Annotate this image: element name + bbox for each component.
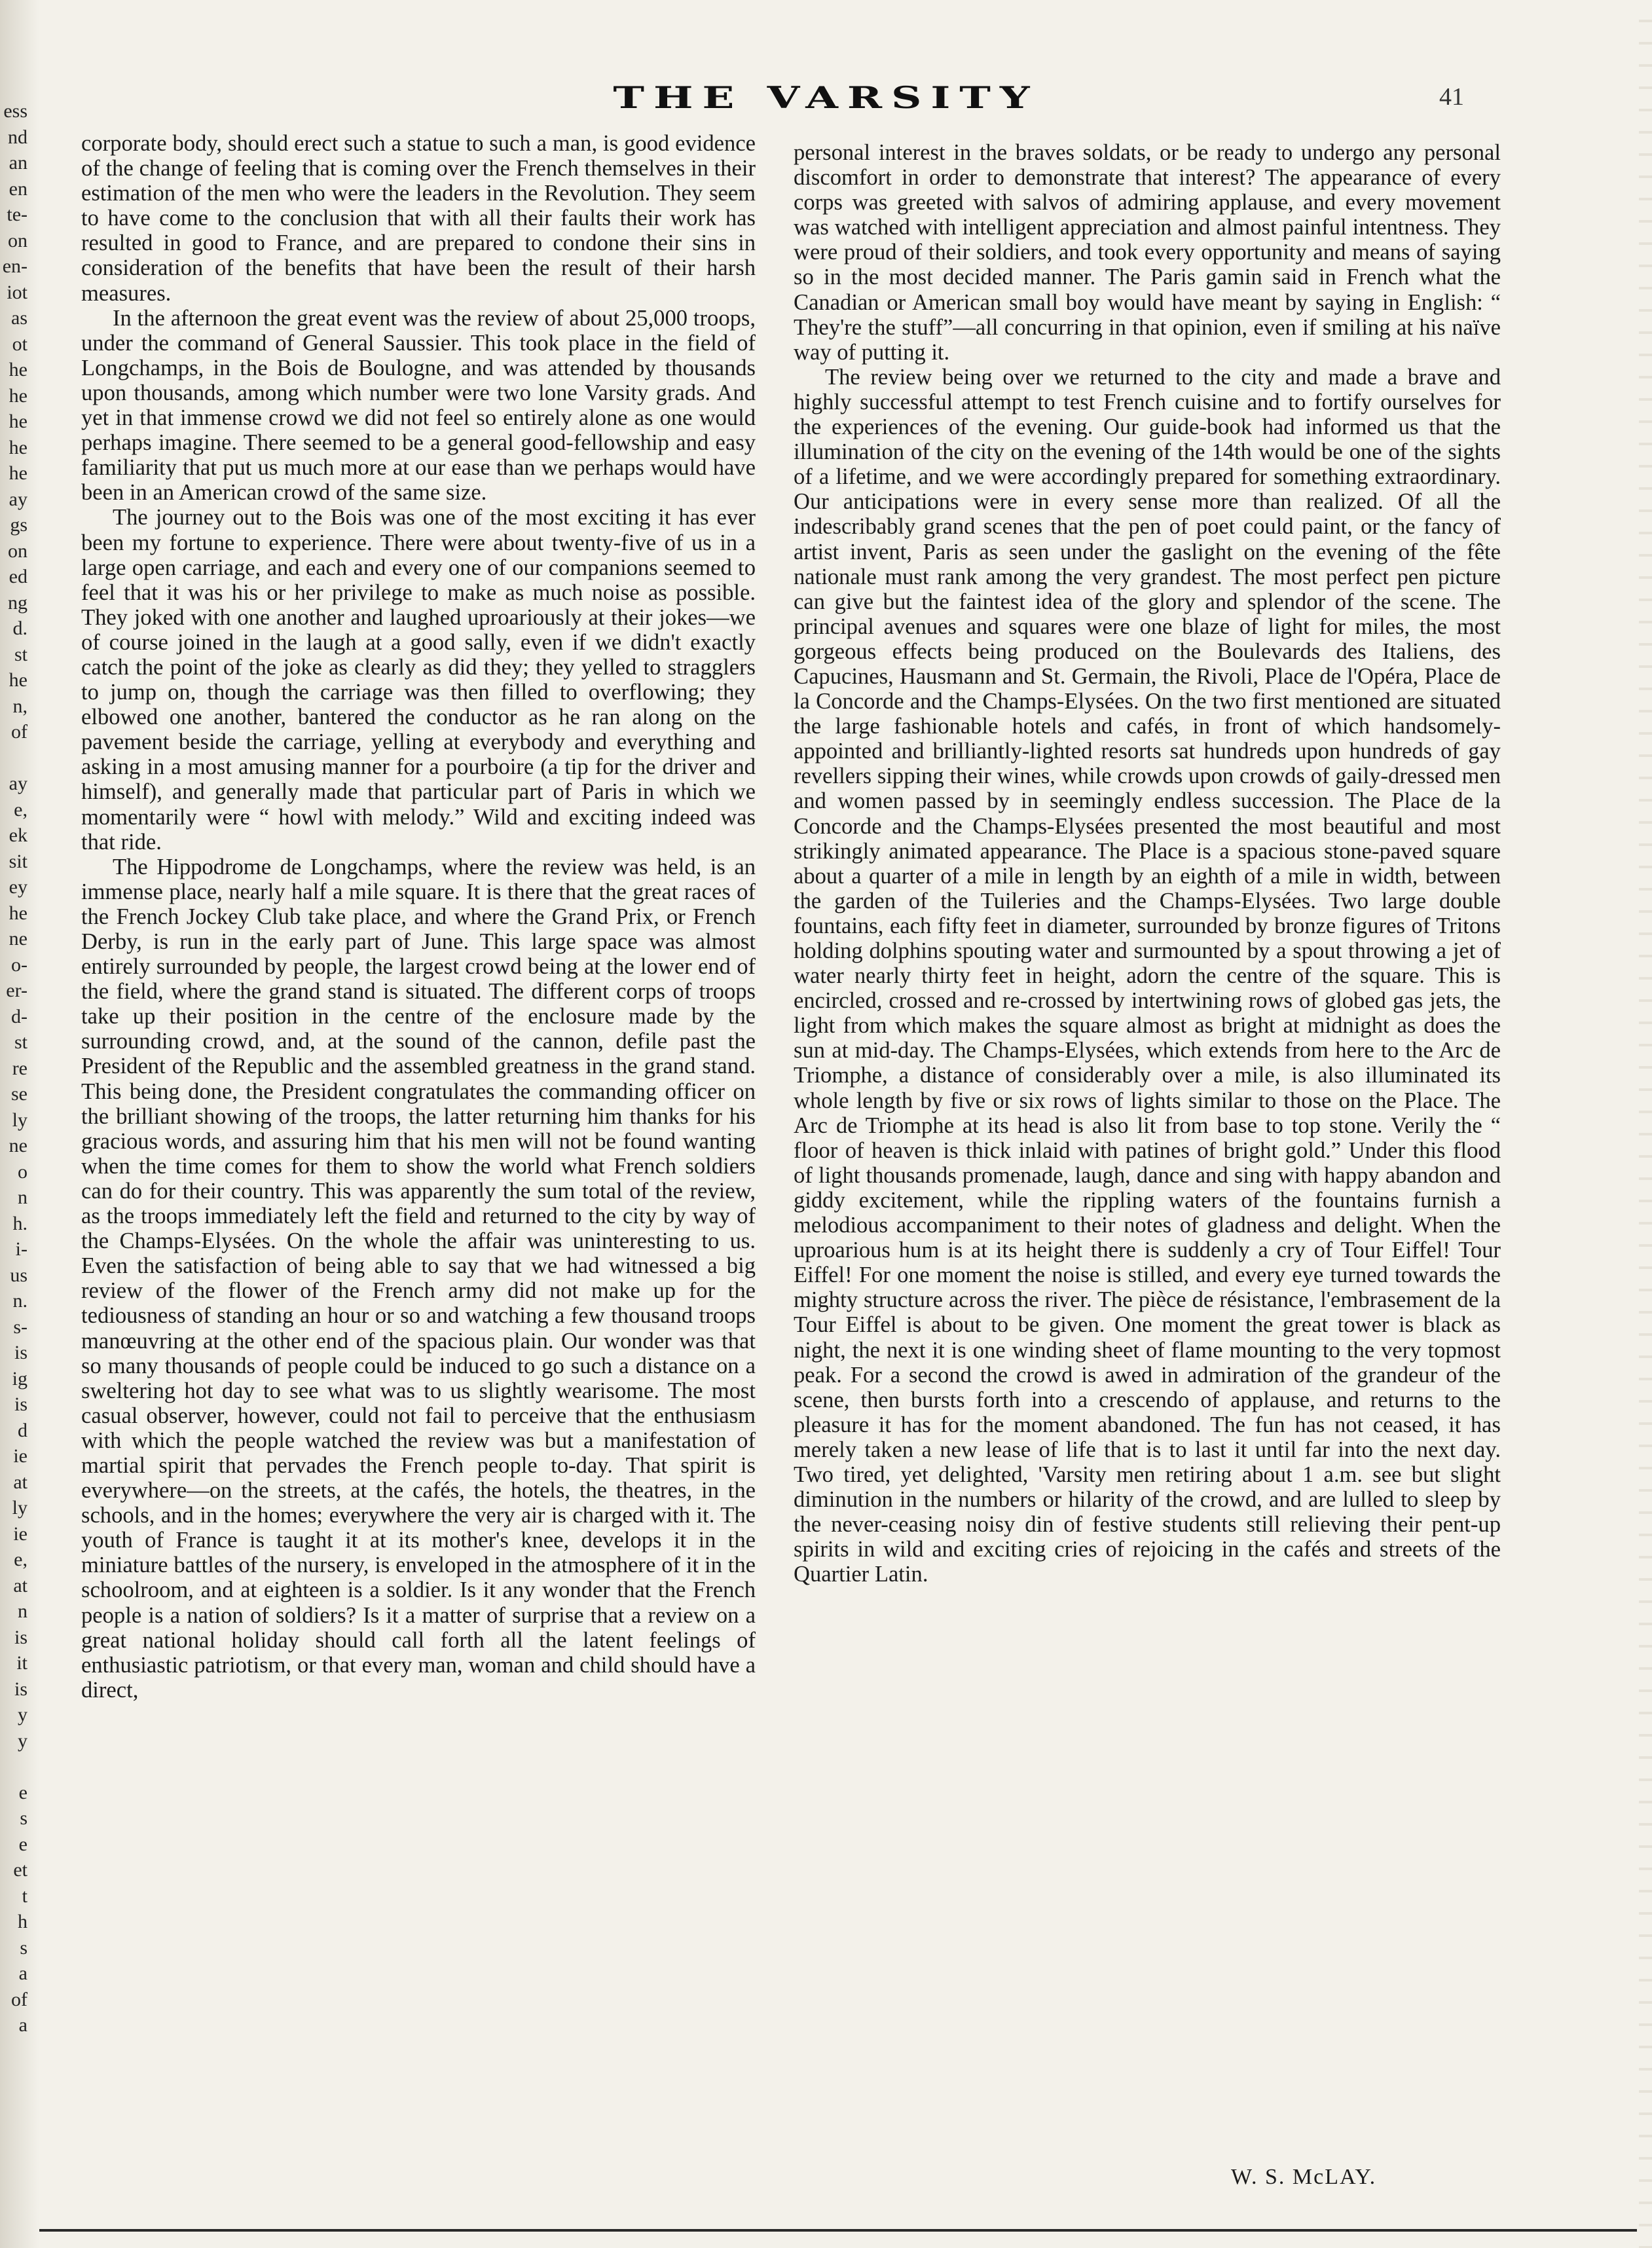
gutter-fragment: en <box>9 177 28 200</box>
gutter-fragment: s <box>20 1807 28 1829</box>
gutter-fragment: ay <box>9 773 28 794</box>
paragraph: In the afternoon the great event was the review of about 25,000 troops, under the command of General Saussier. This took place in the field of Longchamps, in the Bois de Boulogne, and was attended by thousands upon thousands, among which number were two lone Varsity grads. And yet in that immense crowd we did not feel so entirely alone as one would perhaps imagine. There seemed to be a general good-fellowship and easy familiarity that put us much more at our ease than we perhaps would have been in an American crowd of the same size. <box>81 305 756 506</box>
gutter-fragment: he <box>9 902 28 924</box>
gutter-fragment: is <box>14 1626 28 1648</box>
gutter-fragment: is <box>14 1678 28 1700</box>
gutter-fragment: ek <box>9 824 28 846</box>
gutter-fragment: se <box>11 1083 28 1105</box>
gutter-fragment: d <box>18 1419 28 1441</box>
gutter-fragment: er- <box>6 980 28 1001</box>
gutter-fragment: ot <box>12 333 28 355</box>
paragraph: corporate body, should erect such a statue to such a man, is good evidence of the change of feeling that is coming over the French themselves in their estimation of the men who were the leaders in the Revolution. They seem to have come to the conclusion that with all their faults their work has resulted in good to France, and are prepared to condone their sins in consideration of the benefits that have been the result of their harsh measures. <box>81 131 756 306</box>
gutter-fragment: e, <box>14 1549 28 1570</box>
gutter-fragment: ey <box>9 876 28 898</box>
paragraph: The Hippodrome de Longchamps, where the review was held, is an immense place, nearly half a mile square. It is there that the great races of the French Jockey Club take place, and where the Grand Prix, or French Derby, is run in the early part of June. This large space was almost entirely surrounded by people, the largest crowd being at the lower end of the field, where the grand stand is situated. The different corps of troops take up their position in the centre of the enclosure made by the surrounding crowd, and, at the sound of the cannon, defile past the President of the Republic and the assembled greatness in the grand stand. This being done, the President congratulates the commanding officer on the brilliant showing of the troops, the latter returning him thanks for his gracious words, and assuring him that his men will not be found wanting when the time comes for them to show the world what French soldiers can do for their country. This was apparently the sum total of the review, as the troops immediately left the field and returned to the city by way of the Champs-Elysées. On the whole the affair was uninteresting to us. Even the satisfaction of being able to say that we had witnessed a big review of the flower of the French army did not make up for the tediousness of standing an hour or so and watching a few thousand troops manœuvring at the other end of the spacious plain. Our wonder was that so many thousands of people could be induced to go such a distance on a sweltering hot day to see what was to us slightly wearisome. The most casual observer, however, could not fail to perceive that the enthusiasm with which the people watched the review was but a manifestation of martial spirit that pervades the French people to-day. That spirit is everywhere—on the streets, at the cafés, the hotels, the theatres, in the schools, and in the homes; everywhere the very air is charged with it. The youth of France is taught it at its mother's knee, develops it in the miniature battles of the nursery, is enveloped in the atmosphere of it in the schoolroom, and at eighteen is a soldier. Is it any wonder that the French people is a nation of soldiers? Is it a matter of surprise that a review on a great national holiday should call forth all the latent feelings of enthusiastic patriotism, or that every man, woman and child should have a direct, <box>81 854 756 1703</box>
bottom-rule <box>39 2229 1637 2232</box>
gutter-fragment: e, <box>14 798 28 820</box>
gutter-fragment: an <box>9 152 28 174</box>
paragraph: The journey out to the Bois was one of the most exciting it has ever been my fortune to experience. There were about twenty-five of us in a large open carriage, and each and every one of our companions seemed to feel that it was his or her privilege to make as much noise as possible. They joked with one another and laughed uproariously at their jokes—we of course joined in the laugh at a good sally, even if we didn't exactly catch the point of the joke as clearly as did they; they yelled to stragglers to jump on, though the carriage was then filled to overflowing; they elbowed one another, bantered the conductor as he ran along on the pavement beside the carriage, yelling at everybody and everything and asking in a most amusing manner for a pourboire (a tip for the driver and himself), and generally made that particular part of Paris in which we momentarily were “ howl with melody.” Wild and exciting indeed was that ride. <box>81 505 756 855</box>
gutter-fragment: y <box>18 1704 28 1725</box>
gutter-fragment: as <box>11 307 28 329</box>
gutter-fragment: a <box>18 1962 28 1984</box>
gutter-fragment: us <box>10 1264 28 1286</box>
gutter-fragment <box>0 1754 28 1780</box>
gutter-fragment: ne <box>9 1135 28 1156</box>
facing-page-gutter-text <box>0 98 28 2038</box>
gutter-fragment: o- <box>11 953 28 976</box>
gutter-fragment: n <box>18 1187 28 1208</box>
gutter-fragment: he <box>9 462 28 484</box>
gutter-fragment: ly <box>12 1497 28 1519</box>
gutter-fragment: s- <box>13 1316 28 1338</box>
gutter-fragment: is <box>14 1342 28 1363</box>
gutter-fragment: is <box>14 1393 28 1415</box>
gutter-fragment: d. <box>12 617 28 639</box>
gutter-fragment: ly <box>12 1109 28 1131</box>
gutter-fragment: st <box>14 1031 28 1053</box>
gutter-fragment: y <box>18 1729 28 1752</box>
left-column <box>81 131 756 1703</box>
author-signature: W. S. McLAY. <box>1231 2165 1377 2189</box>
page-edge-right <box>1639 0 1652 2248</box>
gutter-fragment <box>0 745 28 771</box>
gutter-fragment: sit <box>9 850 28 872</box>
paragraph: The review being over we returned to the city and made a brave and highly successful attempt to test French cuisine and to fortify ourselves for the experiences of the evening. Our guide-book had informed us that the illumination of the city on the evening of the 14th would be one of the sights of a lifetime, and we were accordingly prepared for something extraordinary. Our anticipations were in every sense more than realized. Of all the indescribably grand scenes that the pen of poet could paint, or the fancy of artist invent, Paris as seen under the gaslight on the evening of the fête nationale must rank among the very grandest. The most perfect pen picture can give but the faintest idea of the glory and splendor of the scene. The principal avenues and squares were one blaze of light for miles, the most gorgeous effects being produced on the Boulevards des Italiens, des Capucines, Hausmann and St. Germain, the Rivoli, Place de l'Opéra, Place de la Concorde and the Champs-Elysées. On the two first mentioned are situated the large fashionable hotels and cafés, in front of which handsomely-appointed and brilliantly-lighted resorts sat hundreds upon hundreds of gay revellers sipping their wines, while crowds upon crowds of gaily-dressed men and women passed by in seemingly endless succession. The Place de la Concorde and the Champs-Elysées presented the most beautiful and most strikingly animated appearance. The Place is a spacious stone-paved square about a quarter of a mile in length by an eighth of a mile in width, between the garden of the Tuileries and the Champs-Elysées. Two large double fountains, each fifty feet in diameter, surrounded by bronze figures of Tritons holding dolphins spouting water and surmounted by a spout throwing a jet of water nearly thirty feet in height, adorn the centre of the square. This is encircled, crossed and re-crossed by intertwining rows of globed gas jets, the light from which makes the square almost as bright at midnight as does the sun at mid-day. The Champs-Elysées, which extends from here to the Arc de Triomphe, a distance of considerably over a mile, is also illuminated its whole length by five or six rows of lights similar to those on the Place. The Arc de Triomphe at its head is also lit from base to top stone. Verily the “ floor of heaven is thick inlaid with patines of bright gold.” Under this flood of light thousands promenade, laugh, dance and sing with happy abandon and giddy excitement, while the rippling waters of the fountains furnish a melodious accompaniment to their notes of gladness and delight. When the uproarious hum is at its height there is suddenly a cry of Tour Eiffel! Tour Eiffel! For one moment the noise is stilled, and every eye turned towards the mighty structure across the river. The pièce de résistance, l'embrasement de la Tour Eiffel is about to be given. One moment the great tower is black as night, the next it is one winding sheet of flame mounting to the very topmost peak. For a second the crowd is awed in admiration of the grandeur of the scene, then bursts forth into a crescendo of applause, and returns to the pleasure it has for the moment abandoned. The fun has not ceased, it has merely taken a new lease of life that is to last it until far into the next day. Two tired, yet delighted, 'Varsity men retiring about 1 a.m. see but slight diminution in the numbers or hilarity of the crowd, and are lulled to sleep by the never-ceasing noisy din of festive students still relieving their pent-up spirits in wild and exciting cries of rejoicing in the cafés and streets of the Quartier Latin. <box>794 364 1501 1587</box>
gutter-fragment: st <box>14 643 28 665</box>
gutter-fragment: h. <box>12 1212 28 1234</box>
gutter-fragment: t <box>22 1885 28 1907</box>
gutter-fragment: en- <box>2 255 28 277</box>
gutter-fragment: ie <box>13 1522 28 1545</box>
gutter-fragment: he <box>9 669 28 691</box>
gutter-fragment: d- <box>11 1005 28 1027</box>
gutter-fragment: of <box>11 1988 28 2010</box>
gutter-fragment: et <box>13 1859 28 1881</box>
gutter-fragment: n, <box>12 695 28 717</box>
gutter-fragment: e <box>18 1781 28 1803</box>
gutter-fragment: he <box>9 436 28 458</box>
gutter-fragment: on <box>8 540 28 562</box>
gutter-fragment: at <box>13 1574 28 1596</box>
gutter-fragment: ay <box>9 488 28 510</box>
gutter-fragment: ie <box>13 1445 28 1467</box>
gutter-fragment: gs <box>10 514 28 536</box>
right-column <box>794 140 1501 1587</box>
gutter-fragment: ig <box>12 1367 28 1390</box>
gutter-fragment: ed <box>9 566 28 587</box>
gutter-fragment: a <box>18 2014 28 2036</box>
masthead-title: THE VARSITY <box>613 80 1039 116</box>
gutter-fragment: e <box>18 1833 28 1855</box>
gutter-fragment: he <box>9 359 28 380</box>
gutter-fragment: nd <box>8 126 28 148</box>
gutter-fragment: of <box>11 721 28 743</box>
gutter-fragment: te- <box>7 204 28 225</box>
gutter-fragment: it <box>16 1652 28 1674</box>
gutter-fragment: ne <box>9 928 28 949</box>
paragraph: personal interest in the braves soldats, or be ready to undergo any personal discomfort in order to demonstrate that interest? The appearance of every corps was greeted with salvos of admiring applause, and every movement was watched with intelligent appreciation and almost painful intentness. They were proud of their soldiers, and took every opportunity and means of saying so in the most decided manner. The Paris gamin said in French what the Canadian or American small boy would have meant by saying in English: “ They're the stuff”—all concurring in that opinion, even if smiling at his naïve way of putting it. <box>794 140 1501 365</box>
gutter-fragment: ng <box>8 591 28 614</box>
gutter-fragment: ess <box>3 100 28 122</box>
gutter-fragment: he <box>9 411 28 432</box>
gutter-fragment: n <box>18 1600 28 1622</box>
gutter-fragment: iot <box>7 281 28 303</box>
gutter-fragment: o <box>18 1160 28 1183</box>
gutter-fragment: re <box>12 1057 28 1079</box>
gutter-fragment: he <box>9 384 28 407</box>
gutter-fragment: i- <box>15 1238 28 1260</box>
gutter-fragment: h <box>18 1911 28 1932</box>
page-number: 41 <box>1439 83 1464 111</box>
gutter-fragment: n. <box>12 1290 28 1312</box>
gutter-fragment: on <box>8 229 28 251</box>
gutter-fragment: at <box>13 1471 28 1493</box>
gutter-fragment: s <box>20 1936 28 1959</box>
